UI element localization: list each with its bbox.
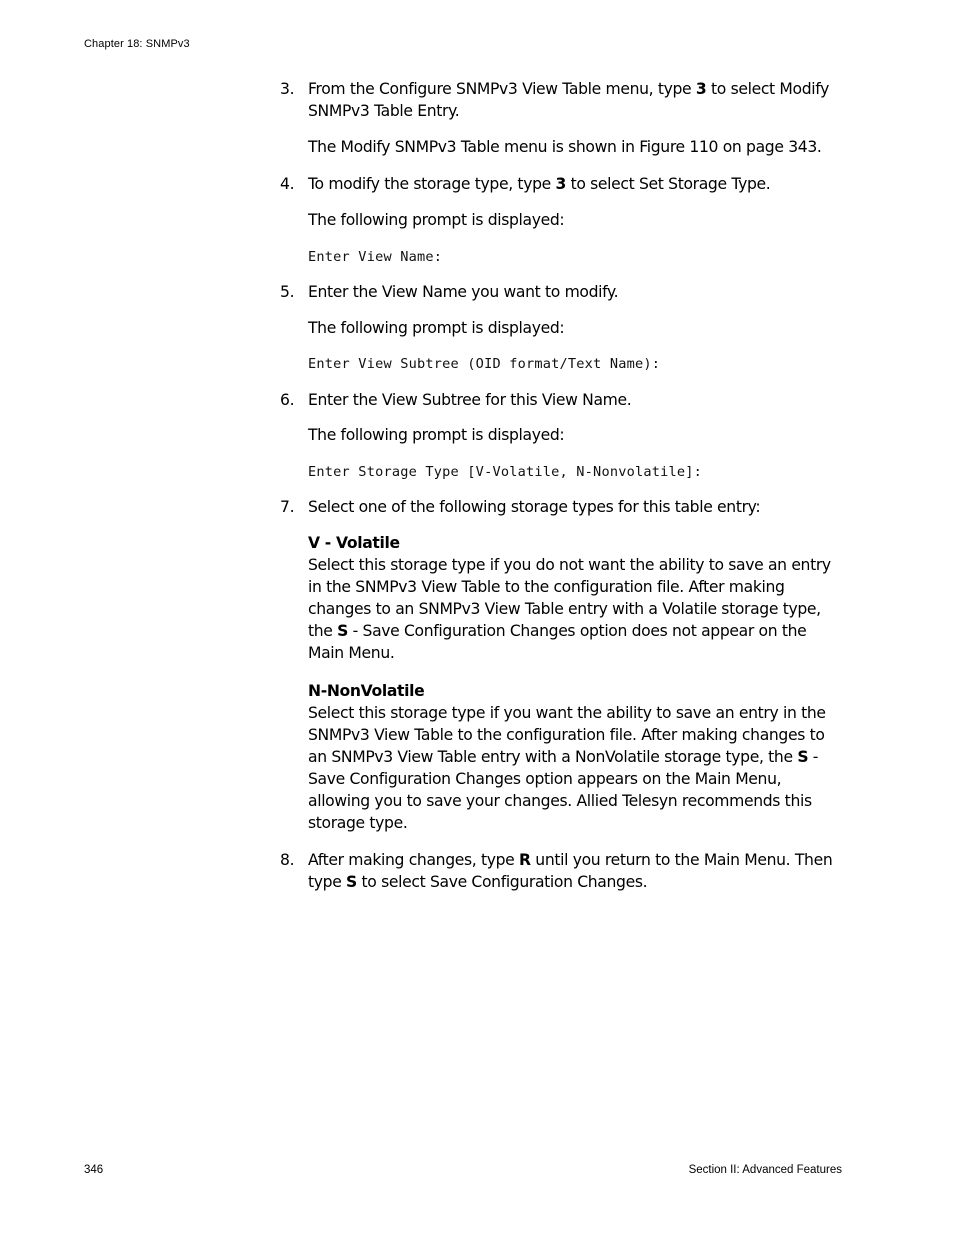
step-text: until you return to the Main Menu. Then type: [308, 851, 833, 891]
step-note: The following prompt is displayed:: [308, 426, 565, 444]
step-text: Enter the View Subtree for this View Name.: [308, 391, 632, 409]
step-number: 5.: [280, 283, 295, 301]
step-5: [280, 281, 845, 303]
step-number: 4.: [280, 175, 295, 193]
prompt-code: Enter View Subtree (OID format/Text Name):: [308, 356, 661, 372]
prompt-code: Enter View Name:: [308, 249, 443, 265]
key-label: 3: [695, 80, 707, 98]
step-4: [280, 173, 845, 195]
page-body: [280, 78, 845, 893]
step-text: to select Save Configuration Changes.: [356, 873, 648, 891]
option-term-volatile: V - Volatile: [308, 534, 400, 552]
step-text: to select Modify SNMPv3 Table Entry.: [308, 80, 829, 120]
step-text: To modify the storage type, type: [308, 175, 556, 193]
step-text: Select one of the following storage types for this table entry:: [308, 498, 761, 516]
key-label: 3: [555, 175, 566, 193]
step-8: [280, 849, 845, 893]
step-note: The following prompt is displayed:: [308, 211, 565, 229]
page-number: 346: [84, 1164, 104, 1176]
prompt-code: Enter Storage Type [V-Volatile, N-Nonvolatile]:: [308, 464, 703, 480]
step-text: From the Configure SNMPv3 View Table menu, type: [308, 80, 696, 98]
option-desc-volatile: Select this storage type if you do not want the ability to save an entry in the SNMPv3 View Table to the configuration file. After making changes to an SNMPv3 View Table entry with a Volatile storage type, the S - Save Configuration Changes option does not appear on the Main Menu.: [308, 556, 831, 662]
step-number: 8.: [280, 851, 295, 869]
option-desc-nonvolatile: Select this storage type if you want the ability to save an entry in the SNMPv3 View Table to the configuration file. After making changes to an SNMPv3 View Table entry with a NonVolatile storage type, the S - Save Configuration Changes option appears on the Main Menu, allowing you to save your changes. Allied Telesyn recommends this storage type.: [308, 704, 826, 832]
step-6: [280, 389, 845, 411]
option-term-nonvolatile: N-NonVolatile: [308, 682, 425, 700]
chapter-header: Chapter 18: SNMPv3: [84, 38, 190, 50]
step-note: The Modify SNMPv3 Table menu is shown in Figure 110 on page 343.: [308, 138, 822, 156]
step-number: 6.: [280, 391, 295, 409]
step-3: [280, 78, 845, 122]
step-text: to select Set Storage Type.: [565, 175, 771, 193]
key-label: R: [519, 851, 531, 869]
key-label: S: [337, 622, 349, 640]
step-note: The following prompt is displayed:: [308, 319, 565, 337]
step-number: 3.: [280, 80, 295, 98]
step-text: After making changes, type: [308, 851, 520, 869]
section-footer: Section II: Advanced Features: [688, 1164, 842, 1176]
key-label: S: [797, 748, 809, 766]
step-text: Enter the View Name you want to modify.: [308, 283, 619, 301]
step-number: 7.: [280, 498, 295, 516]
key-label: S: [346, 873, 357, 891]
step-7: [280, 496, 845, 518]
